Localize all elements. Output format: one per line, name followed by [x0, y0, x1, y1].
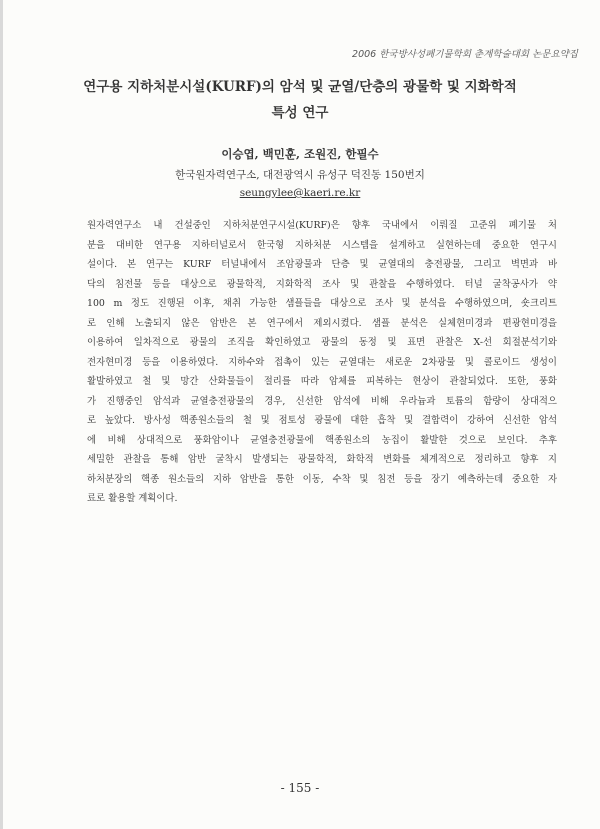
body-line: 전자현미경 등을 이용하였다. 지하수와 접촉이 있는 균열대는 새로운 2차광물 및 콜로이드 생성이 — [87, 356, 557, 368]
page-number: - 155 - — [280, 781, 320, 795]
body-line: 로 인해 노출되지 않은 암반은 본 연구에서 제외시켰다. 샘플 분석은 실체현미경과 편광현미경을 — [87, 317, 557, 329]
body-line: 세밀한 관찰을 통해 암반 굴착시 발생되는 광물학적, 화학적 변화를 체계적으로 정리하고 향후 지 — [87, 454, 557, 465]
body-line: 가 진행중인 암석과 균열충전광물의 경우, 신선한 암석에 비해 우라늄과 토륨의 함량이 상대적으 — [87, 395, 557, 407]
body-line: 에 비해 상대적으로 풍화암이나 균열충전광물에 핵종원소의 농집이 활발한 것으로 보인다. 추후 — [87, 434, 557, 446]
body-line: 설이다. 본 연구는 KURF 터널내에서 조암광물과 단층 및 균열대의 충전광물, 그리고 벽면과 바 — [87, 259, 557, 270]
abstract-body — [87, 216, 557, 509]
body-line: 이용하여 일차적으로 광물의 조직을 확인하였고 광물의 동정 및 표면 관찰은 X-선 회절분석기와 — [87, 337, 557, 348]
email-link[interactable]: seungylee@kaeri.re.kr — [239, 187, 361, 199]
body-line: 하처분장의 핵종 원소들의 지하 암반을 통한 이동, 수착 및 침전 등을 장기 예측하는데 중요한 자 — [87, 473, 557, 485]
title-line-2: 특성 연구 — [271, 105, 329, 121]
body-line: 활발하였고 철 및 망간 산화물들이 절리를 따라 암체를 피복하는 현상이 관찰되었다. 또한, 풍화 — [87, 376, 557, 387]
body-line: 분을 대비한 연구용 지하터널로서 한국형 지하처분 시스템을 설계하고 실현하는데 중요한 연구시 — [87, 239, 557, 251]
paper-title — [0, 74, 600, 126]
body-line: 원자력연구소 내 건설중인 지하처분연구시설(KURF)은 향후 국내에서 이뤄질 고준위 폐기물 처 — [87, 220, 557, 231]
body-line: 100 m 정도 진행된 이후, 채취 가능한 샘플들을 대상으로 조사 및 분석을 수행하였으며, 숏크리트 — [87, 298, 557, 309]
body-line: 닥의 침전물 등을 대상으로 광물학적, 지화학적 조사 및 관찰을 수행하였다. 터널 굴착공사가 약 — [87, 278, 557, 290]
author-list: 이승엽, 백민훈, 조원진, 한필수 — [221, 147, 379, 161]
title-line-1: 연구용 지하처분시설(KURF)의 암석 및 균열/단층의 광물학 및 지화학적 — [83, 79, 517, 95]
affiliation: 한국원자력연구소, 대전광역시 유성구 덕진동 150번지 — [175, 169, 425, 181]
author-email — [0, 187, 600, 199]
running-header: 2006 한국방사성폐기물학회 춘계학술대회 논문요약집 — [352, 49, 578, 60]
body-line: 로 높았다. 방사성 핵종원소들의 철 및 점토성 광물에 대한 흡착 및 결합력이 강하여 신선한 암석 — [87, 415, 557, 426]
body-line: 료로 활용할 계획이다. — [87, 493, 178, 504]
